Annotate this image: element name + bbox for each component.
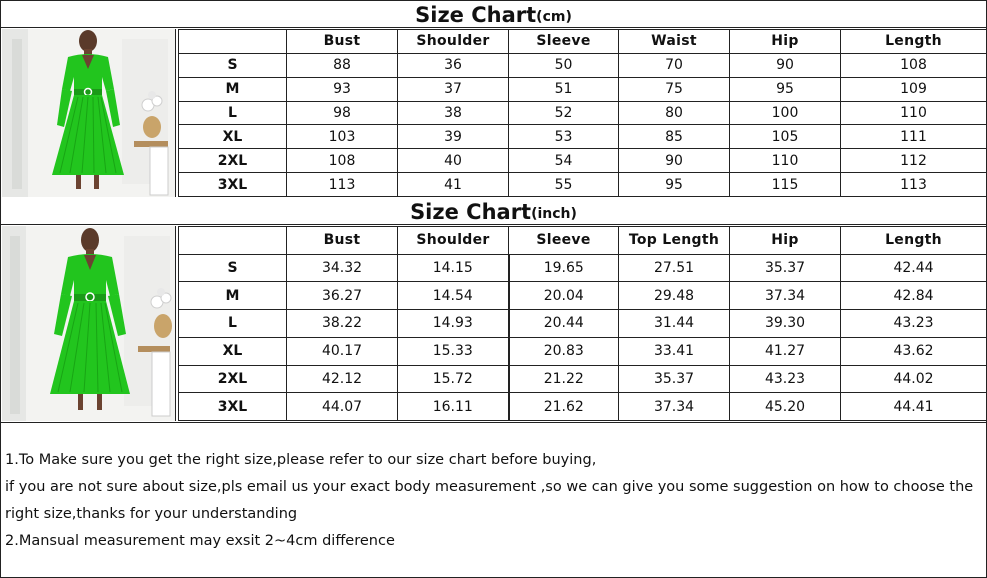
table-cell: 100 [730, 101, 841, 125]
table-cell: 36.27 [287, 282, 398, 310]
table-cell: 20.44 [509, 310, 619, 338]
green-dress-model-image [2, 29, 176, 197]
table-row [179, 101, 987, 125]
table-cell: 55 [509, 173, 619, 197]
table-cell: 20.04 [509, 282, 619, 310]
table-cell: 113 [287, 173, 398, 197]
note-line: if you are not sure about size,pls email us your exact body measurement ,so we can give you some suggestion on how to choose the right size,thanks for your understanding [5, 479, 974, 522]
table-cell: 34.32 [287, 254, 398, 282]
table-cell: 14.54 [398, 282, 509, 310]
table-cell: 37.34 [619, 393, 730, 421]
size-label: M [179, 282, 287, 310]
table-cell: 88 [287, 53, 398, 77]
table-cell: 105 [730, 125, 841, 149]
size-chart-cm-title [0, 0, 987, 28]
table-cell: 45.20 [730, 393, 841, 421]
table-cell: 14.93 [398, 310, 509, 338]
table-cell: 53 [509, 125, 619, 149]
note-line: 1.To Make sure you get the right size,please refer to our size chart before buying, [5, 452, 597, 468]
table-cell: 115 [730, 173, 841, 197]
green-dress-model-image [2, 226, 176, 421]
header-cell: Length [841, 227, 987, 255]
table-cell: 90 [619, 149, 730, 173]
table-cell: 108 [287, 149, 398, 173]
table-cell: 40.17 [287, 337, 398, 365]
size-chart-cm-table [178, 29, 987, 197]
table-cell: 21.22 [509, 365, 619, 393]
title-unit: (inch) [531, 206, 577, 222]
table-cell: 36 [398, 53, 509, 77]
size-label: 3XL [179, 393, 287, 421]
table-cell: 41.27 [730, 337, 841, 365]
table-cell: 31.44 [619, 310, 730, 338]
size-label: L [179, 310, 287, 338]
table-cell: 16.11 [398, 393, 509, 421]
table-cell: 29.48 [619, 282, 730, 310]
table-cell: 41 [398, 173, 509, 197]
table-cell: 43.62 [841, 337, 987, 365]
table-cell: 90 [730, 53, 841, 77]
table-cell: 80 [619, 101, 730, 125]
table-cell: 109 [841, 77, 987, 101]
table-cell: 43.23 [841, 310, 987, 338]
table-cell: 75 [619, 77, 730, 101]
dress-photo-cm [2, 29, 176, 197]
title-text: Size Chart [410, 200, 532, 224]
table-row [179, 125, 987, 149]
table-cell: 37 [398, 77, 509, 101]
table-row [179, 310, 987, 338]
dress-photo-inch [2, 226, 176, 421]
table-cell: 38.22 [287, 310, 398, 338]
table-cell: 37.34 [730, 282, 841, 310]
size-label: XL [179, 337, 287, 365]
table-cell: 15.72 [398, 365, 509, 393]
table-row [179, 53, 987, 77]
table-cell: 40 [398, 149, 509, 173]
table-row [179, 393, 987, 421]
table-header-row [179, 30, 987, 54]
table-cell: 42.12 [287, 365, 398, 393]
table-row [179, 254, 987, 282]
size-notes [0, 422, 987, 578]
header-cell: Sleeve [509, 227, 619, 255]
table-cell: 33.41 [619, 337, 730, 365]
table-row [179, 337, 987, 365]
header-cell: Length [841, 30, 987, 54]
table-cell: 35.37 [619, 365, 730, 393]
table-cell: 52 [509, 101, 619, 125]
title-unit: (cm) [536, 9, 572, 25]
size-label: M [179, 77, 287, 101]
header-cell: Shoulder [398, 227, 509, 255]
table-cell: 39.30 [730, 310, 841, 338]
table-cell: 42.44 [841, 254, 987, 282]
header-cell [179, 227, 287, 255]
table-cell: 19.65 [509, 254, 619, 282]
note-line: 2.Mansual measurement may exsit 2~4cm difference [5, 533, 395, 549]
table-cell: 20.83 [509, 337, 619, 365]
header-cell: Hip [730, 227, 841, 255]
table-row [179, 365, 987, 393]
size-label: XL [179, 125, 287, 149]
table-cell: 98 [287, 101, 398, 125]
table-row [179, 282, 987, 310]
title-text: Size Chart [415, 3, 537, 27]
size-label: L [179, 101, 287, 125]
table-cell: 110 [841, 101, 987, 125]
table-cell: 113 [841, 173, 987, 197]
table-cell: 85 [619, 125, 730, 149]
table-cell: 43.23 [730, 365, 841, 393]
size-chart-inch-title [0, 197, 987, 225]
table-cell: 95 [619, 173, 730, 197]
header-cell: Hip [730, 30, 841, 54]
table-cell: 21.62 [509, 393, 619, 421]
table-cell: 35.37 [730, 254, 841, 282]
table-row [179, 149, 987, 173]
table-cell: 42.84 [841, 282, 987, 310]
table-row [179, 173, 987, 197]
table-cell: 51 [509, 77, 619, 101]
size-label: 2XL [179, 149, 287, 173]
table-cell: 44.02 [841, 365, 987, 393]
header-cell: Top Length [619, 227, 730, 255]
header-cell: Bust [287, 30, 398, 54]
table-cell: 112 [841, 149, 987, 173]
table-cell: 111 [841, 125, 987, 149]
header-cell: Bust [287, 227, 398, 255]
table-cell: 93 [287, 77, 398, 101]
table-row [179, 77, 987, 101]
table-cell: 50 [509, 53, 619, 77]
table-cell: 110 [730, 149, 841, 173]
table-cell: 27.51 [619, 254, 730, 282]
table-cell: 95 [730, 77, 841, 101]
size-label: 2XL [179, 365, 287, 393]
table-cell: 14.15 [398, 254, 509, 282]
table-cell: 54 [509, 149, 619, 173]
table-cell: 39 [398, 125, 509, 149]
table-cell: 44.07 [287, 393, 398, 421]
header-cell: Waist [619, 30, 730, 54]
table-cell: 15.33 [398, 337, 509, 365]
table-cell: 70 [619, 53, 730, 77]
header-cell: Shoulder [398, 30, 509, 54]
table-cell: 44.41 [841, 393, 987, 421]
size-chart-inch-table [178, 226, 987, 421]
size-label: S [179, 53, 287, 77]
size-label: S [179, 254, 287, 282]
table-header-row [179, 227, 987, 255]
size-label: 3XL [179, 173, 287, 197]
table-cell: 108 [841, 53, 987, 77]
table-cell: 38 [398, 101, 509, 125]
table-cell: 103 [287, 125, 398, 149]
header-cell [179, 30, 287, 54]
header-cell: Sleeve [509, 30, 619, 54]
